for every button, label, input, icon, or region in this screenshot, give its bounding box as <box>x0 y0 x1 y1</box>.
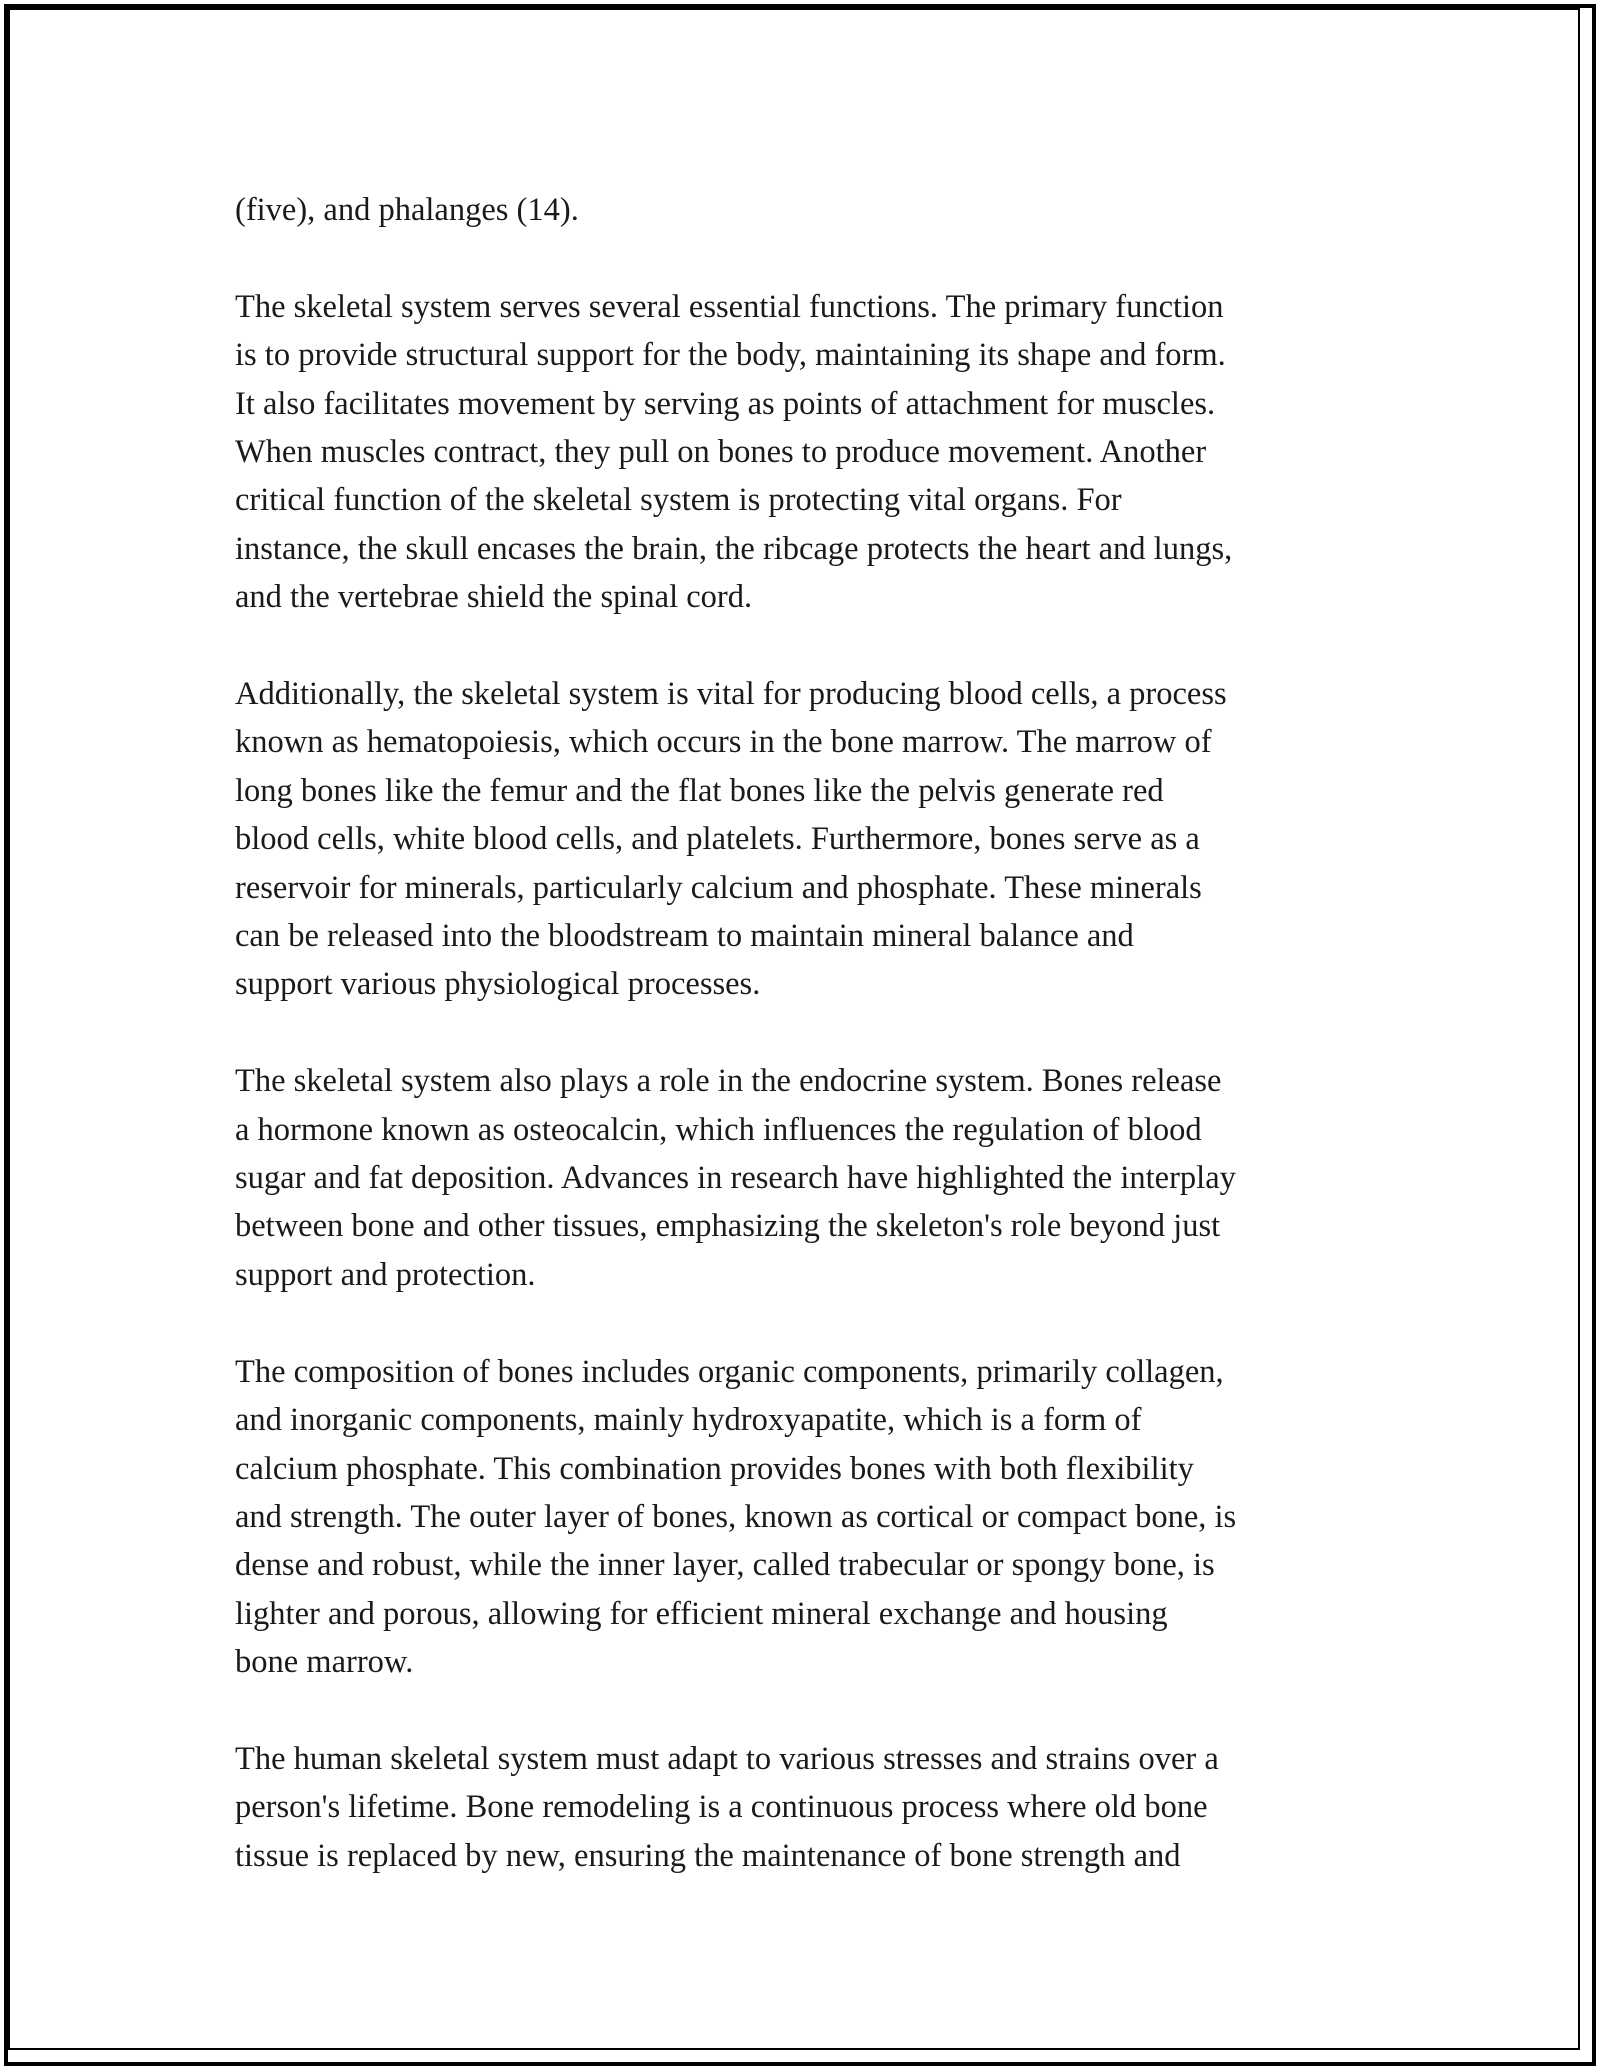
paragraph-endocrine: The skeletal system also plays a role in the endocrine system. Bones release a hormone known as osteocalcin, which influences the regulation of blood sugar and fat deposition. Advances in research have highlighted the interplay between bone and other tissues, emphasizing the skeleton's role beyond just support and protection. <box>235 1063 1236 1293</box>
document-body <box>235 186 1375 1929</box>
paragraph-hematopoiesis: Additionally, the skeletal system is vital for producing blood cells, a process known as hematopoiesis, which occurs in the bone marrow. The marrow of long bones like the femur and the flat bones like the pelvis generate red blood cells, white blood cells, and platelets. Furthermore, bones serve as a reservoir for minerals, particularly calcium and phosphate. These minerals can be released into the bloodstream to maintain mineral balance and support various physiological processes. <box>235 676 1227 1003</box>
paragraph-functions: The skeletal system serves several essential functions. The primary function is to provide structural support for the body, maintaining its shape and form. It also facilitates movement by serving as points of attachment for muscles. When muscles contract, they pull on bones to produce movement. Another critical function of the skeletal system is protecting vital organs. For instance, the skull encases the brain, the ribcage protects the heart and lungs, and the vertebrae shield the spinal cord. <box>235 288 1233 616</box>
paragraph-remodeling: The human skeletal system must adapt to various stresses and strains over a person's lifetime. Bone remodeling is a continuous process where old bone tissue is replaced by new, ensuring the maintenance of bone strength and <box>235 1740 1219 1874</box>
paragraph-composition: The composition of bones includes organic components, primarily collagen, and inorganic components, mainly hydroxyapatite, which is a form of calcium phosphate. This combination provides bones with both flexibility and strength. The outer layer of bones, known as cortical or compact bone, is dense and robust, while the inner layer, called trabecular or spongy bone, is lighter and porous, allowing for efficient mineral exchange and housing bone marrow. <box>235 1353 1237 1681</box>
paragraph-continuation: (five), and phalanges (14). <box>235 192 579 228</box>
